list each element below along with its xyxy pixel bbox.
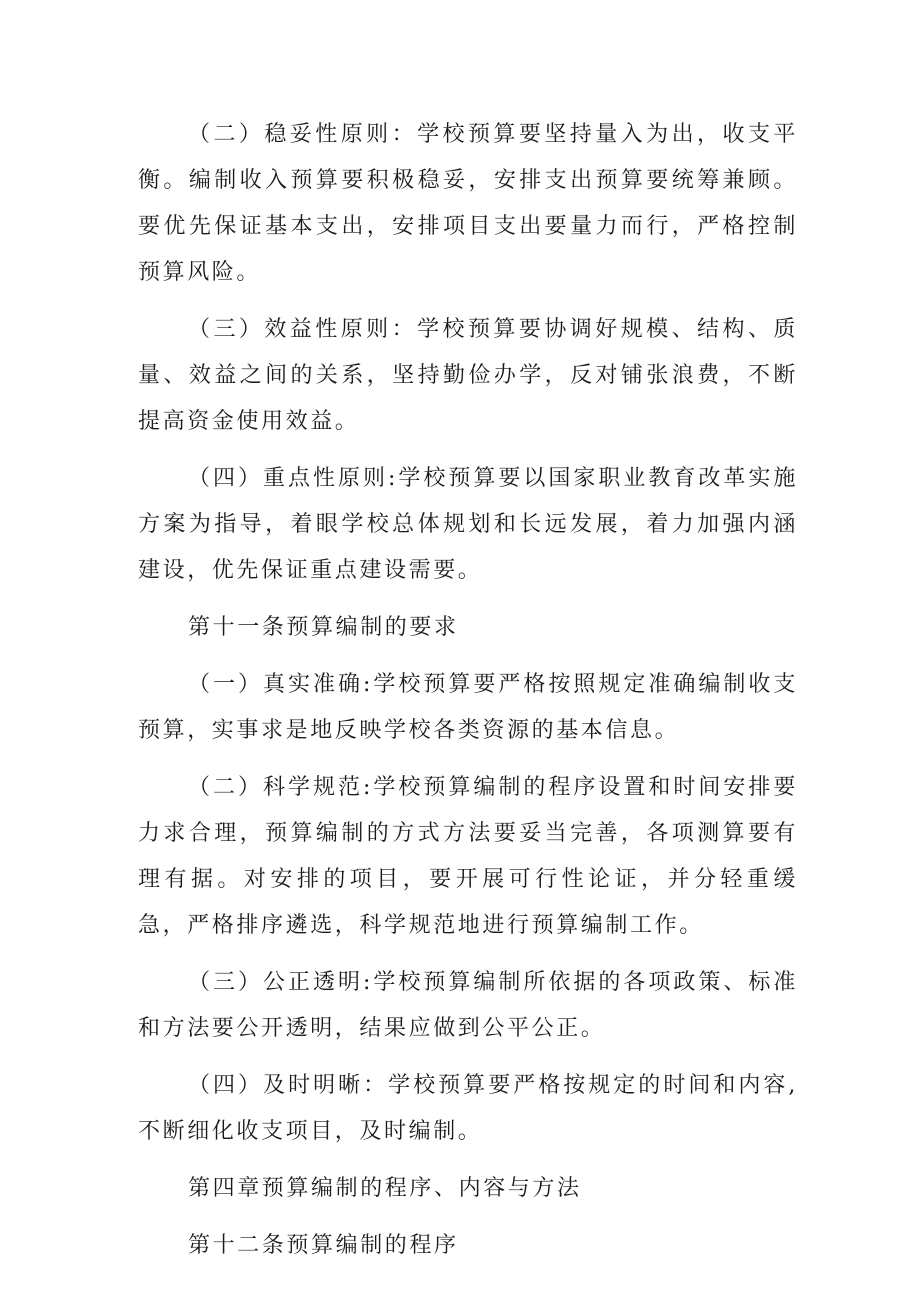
paragraph-priority-principle: （四）重点性原则:学校预算要以国家职业教育改革实施方案为指导，着眼学校总体规划和长远发展，着力加强内涵建设，优先保证重点建设需要。 — [138, 466, 798, 583]
paragraph-stability-principle: （二）稳妥性原则：学校预算要坚持量入为出，收支平衡。编制收入预算要积极稳妥，安排支出预算要统筹兼顾。要优先保证基本支出，安排项目支出要量力而行，严格控制预算风险。 — [138, 122, 798, 285]
article-11-heading: 第十一条预算编制的要求 — [188, 615, 459, 640]
paragraph-timely: （四）及时明晰：学校预算要严格按规定的时间和内容,不断细化收支项目，及时编制。 — [138, 1073, 798, 1144]
article-12-heading: 第十二条预算编制的程序 — [188, 1233, 459, 1258]
paragraph-transparent: （三）公正透明:学校预算编制所依据的各项政策、标准和方法要公开透明，结果应做到公平公正。 — [138, 970, 798, 1041]
paragraph-scientific: （二）科学规范:学校预算编制的程序设置和时间安排要力求合理，预算编制的方式方法要妥当完善，各项测算要有理有据。对安排的项目，要开展可行性论证，并分轻重缓急，严格排序遴选，科学规范地进行预算编制工作。 — [138, 775, 798, 938]
paragraph-accurate: （一）真实准确:学校预算要严格按照规定准确编制收支预算，实事求是地反映学校各类资源的基本信息。 — [138, 672, 798, 743]
paragraph-efficiency-principle: （三）效益性原则：学校预算要协调好规模、结构、质量、效益之间的关系，坚持勤俭办学，反对铺张浪费，不断提高资金使用效益。 — [138, 317, 798, 434]
document-body — [138, 112, 798, 1280]
chapter-4-heading: 第四章预算编制的程序、内容与方法 — [188, 1176, 582, 1201]
